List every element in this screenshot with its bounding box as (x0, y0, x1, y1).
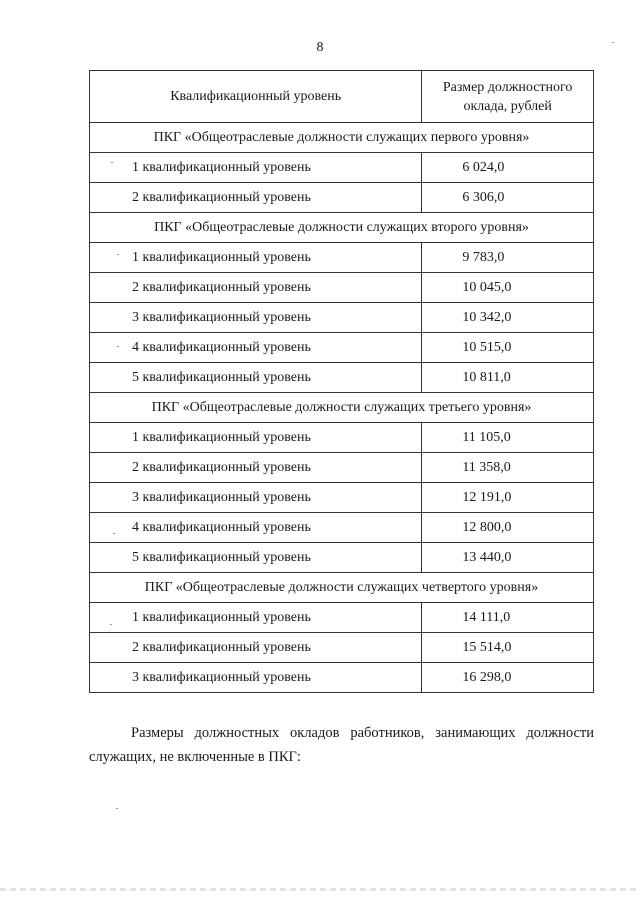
header-level: Квалификационный уровень (90, 71, 422, 123)
salary-table (89, 70, 594, 693)
group-row (90, 393, 594, 423)
table-row (90, 303, 594, 333)
level-cell: 5 квалификационный уровень (90, 543, 422, 573)
table-row (90, 663, 594, 693)
salary-cell: 10 515,0 (422, 333, 594, 363)
header-salary-line2: оклада, рублей (463, 98, 552, 114)
note-paragraph: Размеры должностных окладов работников, занимающих должности служащих, не включенные в ПКГ: (89, 725, 594, 765)
level-cell: 2 квалификационный уровень (90, 453, 422, 483)
table-row (90, 153, 594, 183)
level-cell: 1 квалификационный уровень (90, 243, 422, 273)
salary-cell: 13 440,0 (422, 543, 594, 573)
salary-cell: 16 298,0 (422, 663, 594, 693)
table-row (90, 483, 594, 513)
group-title: ПКГ «Общеотраслевые должности служащих первого уровня» (90, 123, 594, 153)
header-salary-line1: Размер должностного (442, 79, 573, 95)
table-row (90, 333, 594, 363)
salary-cell: 10 342,0 (422, 303, 594, 333)
salary-cell: 12 800,0 (422, 513, 594, 543)
group-title: ПКГ «Общеотраслевые должности служащих четвертого уровня» (90, 573, 594, 603)
salary-cell: 9 783,0 (422, 243, 594, 273)
salary-cell: 6 024,0 (422, 153, 594, 183)
table-header-row (90, 71, 594, 123)
group-title: ПКГ «Общеотраслевые должности служащих третьего уровня» (90, 393, 594, 423)
level-cell: 2 квалификационный уровень (90, 183, 422, 213)
salary-cell: 10 045,0 (422, 273, 594, 303)
level-cell: 5 квалификационный уровень (90, 363, 422, 393)
table-row (90, 543, 594, 573)
level-cell: 1 квалификационный уровень (90, 153, 422, 183)
level-cell: 4 квалификационный уровень (90, 513, 422, 543)
group-row (90, 573, 594, 603)
group-row (90, 213, 594, 243)
table-row (90, 513, 594, 543)
level-cell: 1 квалификационный уровень (90, 423, 422, 453)
table-row (90, 603, 594, 633)
table-row (90, 183, 594, 213)
table-row (90, 273, 594, 303)
level-cell: 1 квалификационный уровень (90, 603, 422, 633)
level-cell: 2 квалификационный уровень (90, 633, 422, 663)
level-cell: 3 квалификационный уровень (90, 483, 422, 513)
salary-cell: 10 811,0 (422, 363, 594, 393)
level-cell: 4 квалификационный уровень (90, 333, 422, 363)
group-title: ПКГ «Общеотраслевые должности служащих второго уровня» (90, 213, 594, 243)
table-row (90, 423, 594, 453)
salary-cell: 11 105,0 (422, 423, 594, 453)
salary-cell: 15 514,0 (422, 633, 594, 663)
level-cell: 2 квалификационный уровень (90, 273, 422, 303)
page-number: 8 (316, 40, 324, 55)
level-cell: 3 квалификационный уровень (90, 663, 422, 693)
header-salary (422, 71, 594, 123)
table-row (90, 633, 594, 663)
table-body (90, 123, 594, 693)
table-row (90, 453, 594, 483)
salary-cell: 6 306,0 (422, 183, 594, 213)
table-row (90, 363, 594, 393)
group-row (90, 123, 594, 153)
level-cell: 3 квалификационный уровень (90, 303, 422, 333)
salary-cell: 12 191,0 (422, 483, 594, 513)
salary-cell: 14 111,0 (422, 603, 594, 633)
salary-cell: 11 358,0 (422, 453, 594, 483)
table-row (90, 243, 594, 273)
